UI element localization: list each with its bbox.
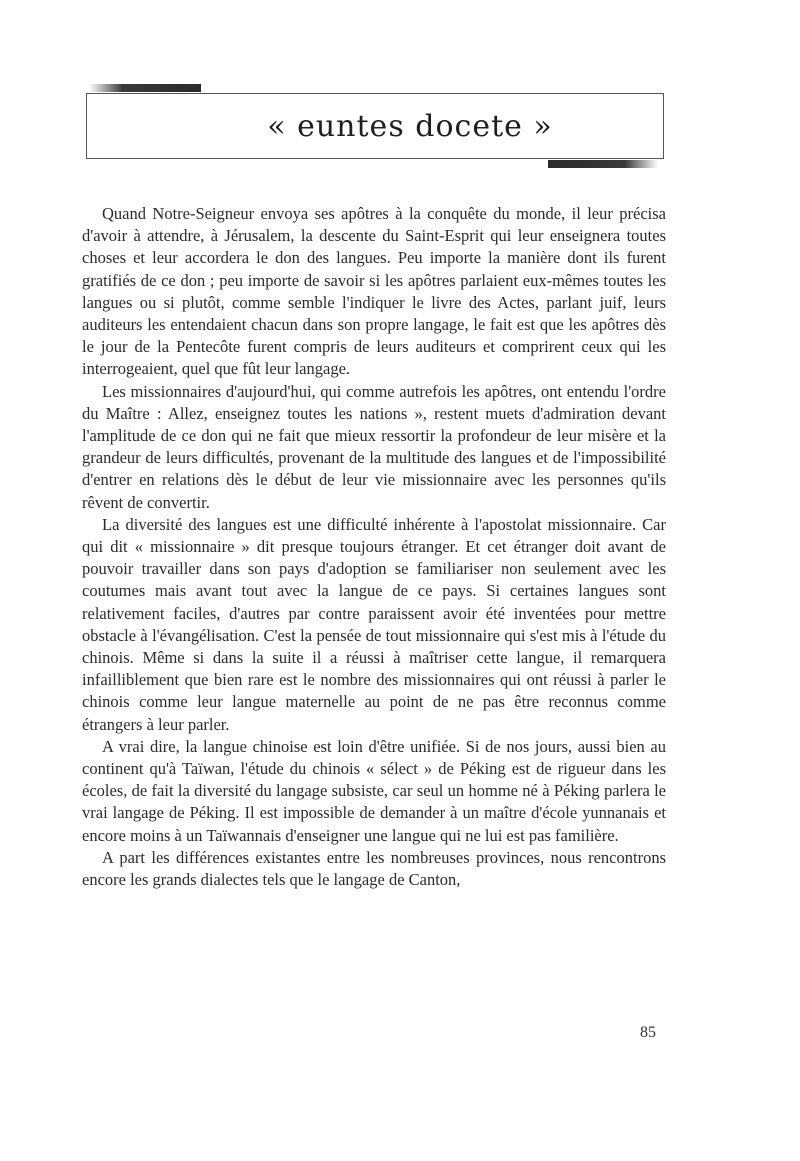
- page-number: 85: [640, 1024, 656, 1041]
- header-decorative-bar-right: [548, 160, 658, 168]
- paragraph: Quand Notre-Seigneur envoya ses apôtres à la conquête du monde, il leur précisa d'avoir à attendre, à Jérusalem, la descente du Saint-Esprit qui leur enseignera toutes choses et leur accordera le don des langues. Peu importe la manière dont ils furent gratifiés de ce don ; peu importe de savoir si les apôtres parlaient eux-mêmes toutes les langues ou si plutôt, comme semble l'indiquer le livre des Actes, parlant juif, leurs auditeurs les entendaient chacun dans son propre langage, le fait est que les apôtres dès le jour de la Pentecôte furent compris de leurs auditeurs et comprirent ceux qui les interrogeaient, quel que fût leur langage.: [82, 204, 666, 379]
- paragraph: A vrai dire, la langue chinoise est loin d'être unifiée. Si de nos jours, aussi bien au continent qu'à Taïwan, l'étude du chinois « sélect » de Péking est de rigueur dans les écoles, de fait la diversité du langage subsiste, car seul un homme né à Péking parlera le vrai langage de Péking. Il est impossible de demander à un maître d'école yunnanais et encore moins à un Taïwannais d'enseigner une langue qui ne lui est pas familière.: [82, 736, 666, 845]
- page-title: « euntes docete »: [267, 108, 553, 144]
- paragraph: La diversité des langues est une difficulté inhérente à l'apostolat missionnaire. Car qui dit « missionnaire » dit presque toujours étranger. Et cet étranger doit avant de pouvoir travailler dans son pays d'adoption se familiariser non seulement avec les coutumes mais avant tout avec la langue de ce pays. Si certaines langues sont relativement faciles, d'autres par contre paraissent avoir été inventées pour mettre obstacle à l'évangélisation. C'est la pensée de tout missionnaire qui s'est mis à l'étude du chinois. Même si dans la suite il a réussi à maîtriser cette langue, il remarquera infailliblement que bien rare est le nombre des missionnaires qui ont réussi à parler le chinois comme leur langue maternelle au point de ne pas être reconnus comme étrangers à leur parler.: [82, 514, 666, 734]
- header-decorative-bar-left: [89, 84, 201, 92]
- body-text: [82, 203, 666, 891]
- paragraph: Les missionnaires d'aujourd'hui, qui comme autrefois les apôtres, ont entendu l'ordre du Maître : Allez, enseignez toutes les nations », restent muets d'admiration devant l'amplitude de ce don qui ne fait que mieux ressortir la profondeur de leur misère et la grandeur de leurs difficultés, provenant de la multitude des langues et de l'impossibilité d'entrer en relations dès le début de leur vie missionnaire avec les personnes qu'ils rêvent de convertir.: [82, 381, 666, 512]
- paragraph: A part les différences existantes entre les nombreuses provinces, nous rencontrons encore les grands dialectes tels que le langage de Canton,: [82, 847, 666, 890]
